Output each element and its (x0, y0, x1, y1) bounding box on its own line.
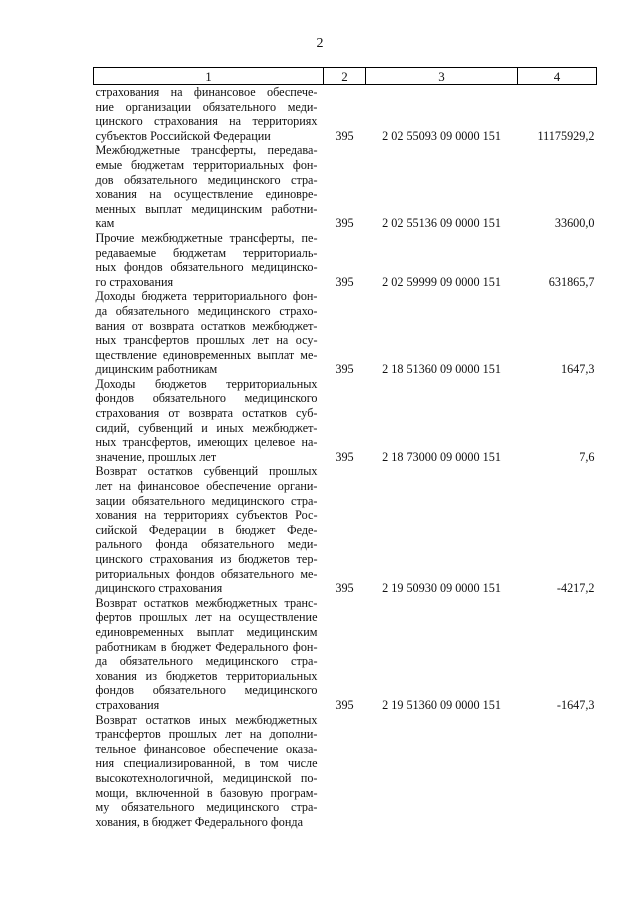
table-row (94, 464, 597, 595)
revenue-name-line: тельное финансовое обеспечение оказа- (95, 741, 318, 756)
revenue-name-line: страхования на финансовое обеспече- (95, 85, 318, 99)
classification-code: 2 18 51360 09 0000 151 (382, 362, 501, 377)
revenue-name-line: кам (95, 216, 115, 231)
revenue-name-line: дицинским работникам (95, 362, 218, 377)
revenue-name-line: ществление единовременных выплат ме- (95, 347, 318, 362)
admin-code: 395 (335, 362, 354, 377)
classification-code: 2 18 73000 09 0000 151 (382, 449, 501, 464)
revenue-name-line: мощи, включенной в базовую програм- (95, 785, 318, 800)
classification-code: 2 19 51360 09 0000 151 (382, 697, 501, 712)
revenue-name-line: Доходы бюджета территориального фон- (95, 289, 318, 304)
revenue-name-line: страхования от возврата остатков суб- (95, 406, 318, 421)
revenue-name-line: Возврат остатков межбюджетных транс- (95, 595, 318, 610)
classification-code: 2 02 59999 09 0000 151 (382, 274, 501, 289)
revenue-name-line: ния специализированной, в том числе (95, 756, 318, 771)
revenue-name-line: му обязательного медицинского стра- (95, 800, 318, 815)
column-number-3: 3 (366, 68, 518, 85)
revenue-name-line: риториальных фондов обязательного ме- (95, 566, 318, 581)
revenue-name-line: работникам в бюджет Федерального фон- (95, 639, 318, 654)
revenue-name (94, 713, 324, 830)
revenue-name-line: фондов обязательного медицинского (95, 391, 318, 406)
revenue-name-line: лет на финансовое обеспечение органи- (95, 479, 318, 494)
table-header (94, 68, 597, 85)
revenue-name-line: го страхования (95, 274, 174, 289)
revenue-table (93, 67, 597, 829)
revenue-name (94, 85, 324, 144)
amount: 11175929,2 (537, 128, 595, 143)
revenue-name-line: страхования (95, 697, 160, 712)
table-row (94, 596, 597, 713)
admin-code: 395 (335, 216, 354, 231)
revenue-name-line: вания от возврата остатков межбюджет- (95, 318, 318, 333)
revenue-name-line: субъектов Российской Федерации (95, 128, 271, 143)
revenue-name-line: хования из бюджетов территориальных (95, 668, 318, 683)
revenue-name-line: дов обязательного медицинского стра- (95, 172, 318, 187)
page-number: 2 (316, 36, 324, 51)
revenue-name (94, 377, 324, 465)
revenue-name-line: сийской Федерации в бюджет Феде- (95, 522, 318, 537)
column-number-2: 2 (324, 68, 366, 85)
revenue-name-line: да обязательного медицинского страхо- (95, 303, 318, 318)
admin-code: 395 (335, 581, 354, 596)
table-row (94, 231, 597, 289)
admin-code: 395 (335, 274, 354, 289)
amount: 631865,7 (548, 274, 595, 289)
revenue-name-line: Возврат остатков субвенций прошлых (95, 464, 318, 479)
revenue-name-line: сидий, субвенций и иных межбюджет- (95, 420, 318, 435)
amount: 7,6 (579, 449, 595, 464)
revenue-name-line: Межбюджетные трансферты, передава- (95, 143, 318, 158)
column-number-1: 1 (94, 68, 324, 85)
revenue-name-line: цинского страхования из бюджетов тер- (95, 552, 318, 566)
amount: 33600,0 (554, 216, 595, 231)
revenue-name-line: единовременных выплат медицинским (95, 624, 318, 639)
amount: -1647,3 (556, 697, 595, 712)
revenue-name (94, 464, 324, 595)
classification-code: 2 19 50930 09 0000 151 (382, 581, 501, 596)
revenue-name-line: высокотехнологичной, медицинской по- (95, 770, 318, 785)
revenue-name-line: хования на территориях субъектов Рос- (95, 508, 318, 523)
revenue-name-line: трансфертов прошлых лет на дополни- (95, 727, 318, 742)
classification-code (366, 713, 518, 830)
revenue-name-line: хования на осуществление единовре- (95, 187, 318, 202)
revenue-name-line: ние организации обязательного меди- (95, 99, 318, 114)
revenue-name (94, 289, 324, 377)
revenue-name-line: цинского страхования на территориях (95, 114, 318, 129)
table-row (94, 289, 597, 377)
revenue-name-line: емые бюджетам территориальных фон- (95, 157, 318, 172)
admin-code: 395 (335, 128, 354, 143)
classification-code: 2 02 55136 09 0000 151 (382, 216, 501, 231)
revenue-name-line: Возврат остатков иных межбюджетных (95, 712, 318, 727)
revenue-name-line: да обязательного медицинского стра- (95, 654, 318, 669)
classification-code: 2 02 55093 09 0000 151 (382, 128, 501, 143)
revenue-name-line: зации обязательного медицинского стра- (95, 493, 318, 508)
admin-code: 395 (335, 697, 354, 712)
revenue-name-line: ных трансфертов прошлых лет на осу- (95, 333, 318, 348)
table-row (94, 85, 597, 144)
revenue-name-line: значение, прошлых лет (95, 449, 217, 464)
column-number-4: 4 (518, 68, 597, 85)
revenue-name-line: фертов прошлых лет на осуществление (95, 610, 318, 625)
revenue-name-line: ных фондов обязательного медицинско- (95, 260, 318, 275)
admin-code: 395 (335, 449, 354, 464)
revenue-name-line: Доходы бюджетов территориальных (95, 376, 318, 391)
revenue-name-line: хования, в бюджет Федерального фонда (95, 814, 304, 829)
revenue-name-line: редаваемые бюджетам территориаль- (95, 245, 318, 260)
amount: -4217,2 (556, 581, 595, 596)
revenue-name-line: дицинского страхования (95, 581, 223, 596)
table-row (94, 713, 597, 830)
revenue-name-line: рального фонда обязательного меди- (95, 537, 318, 552)
amount (518, 713, 597, 830)
revenue-name-line: Прочие межбюджетные трансферты, пе- (95, 230, 318, 245)
revenue-name (94, 231, 324, 289)
revenue-name (94, 596, 324, 713)
revenue-name-line: фондов обязательного медицинского (95, 683, 318, 698)
revenue-name (94, 143, 324, 231)
table-body (94, 85, 597, 830)
table-row (94, 377, 597, 465)
table-row (94, 143, 597, 231)
admin-code (324, 713, 366, 830)
revenue-name-line: менных выплат медицинским работни- (95, 201, 318, 216)
revenue-name-line: ных трансфертов, имеющих целевое на- (95, 435, 318, 450)
amount: 1647,3 (560, 362, 595, 377)
